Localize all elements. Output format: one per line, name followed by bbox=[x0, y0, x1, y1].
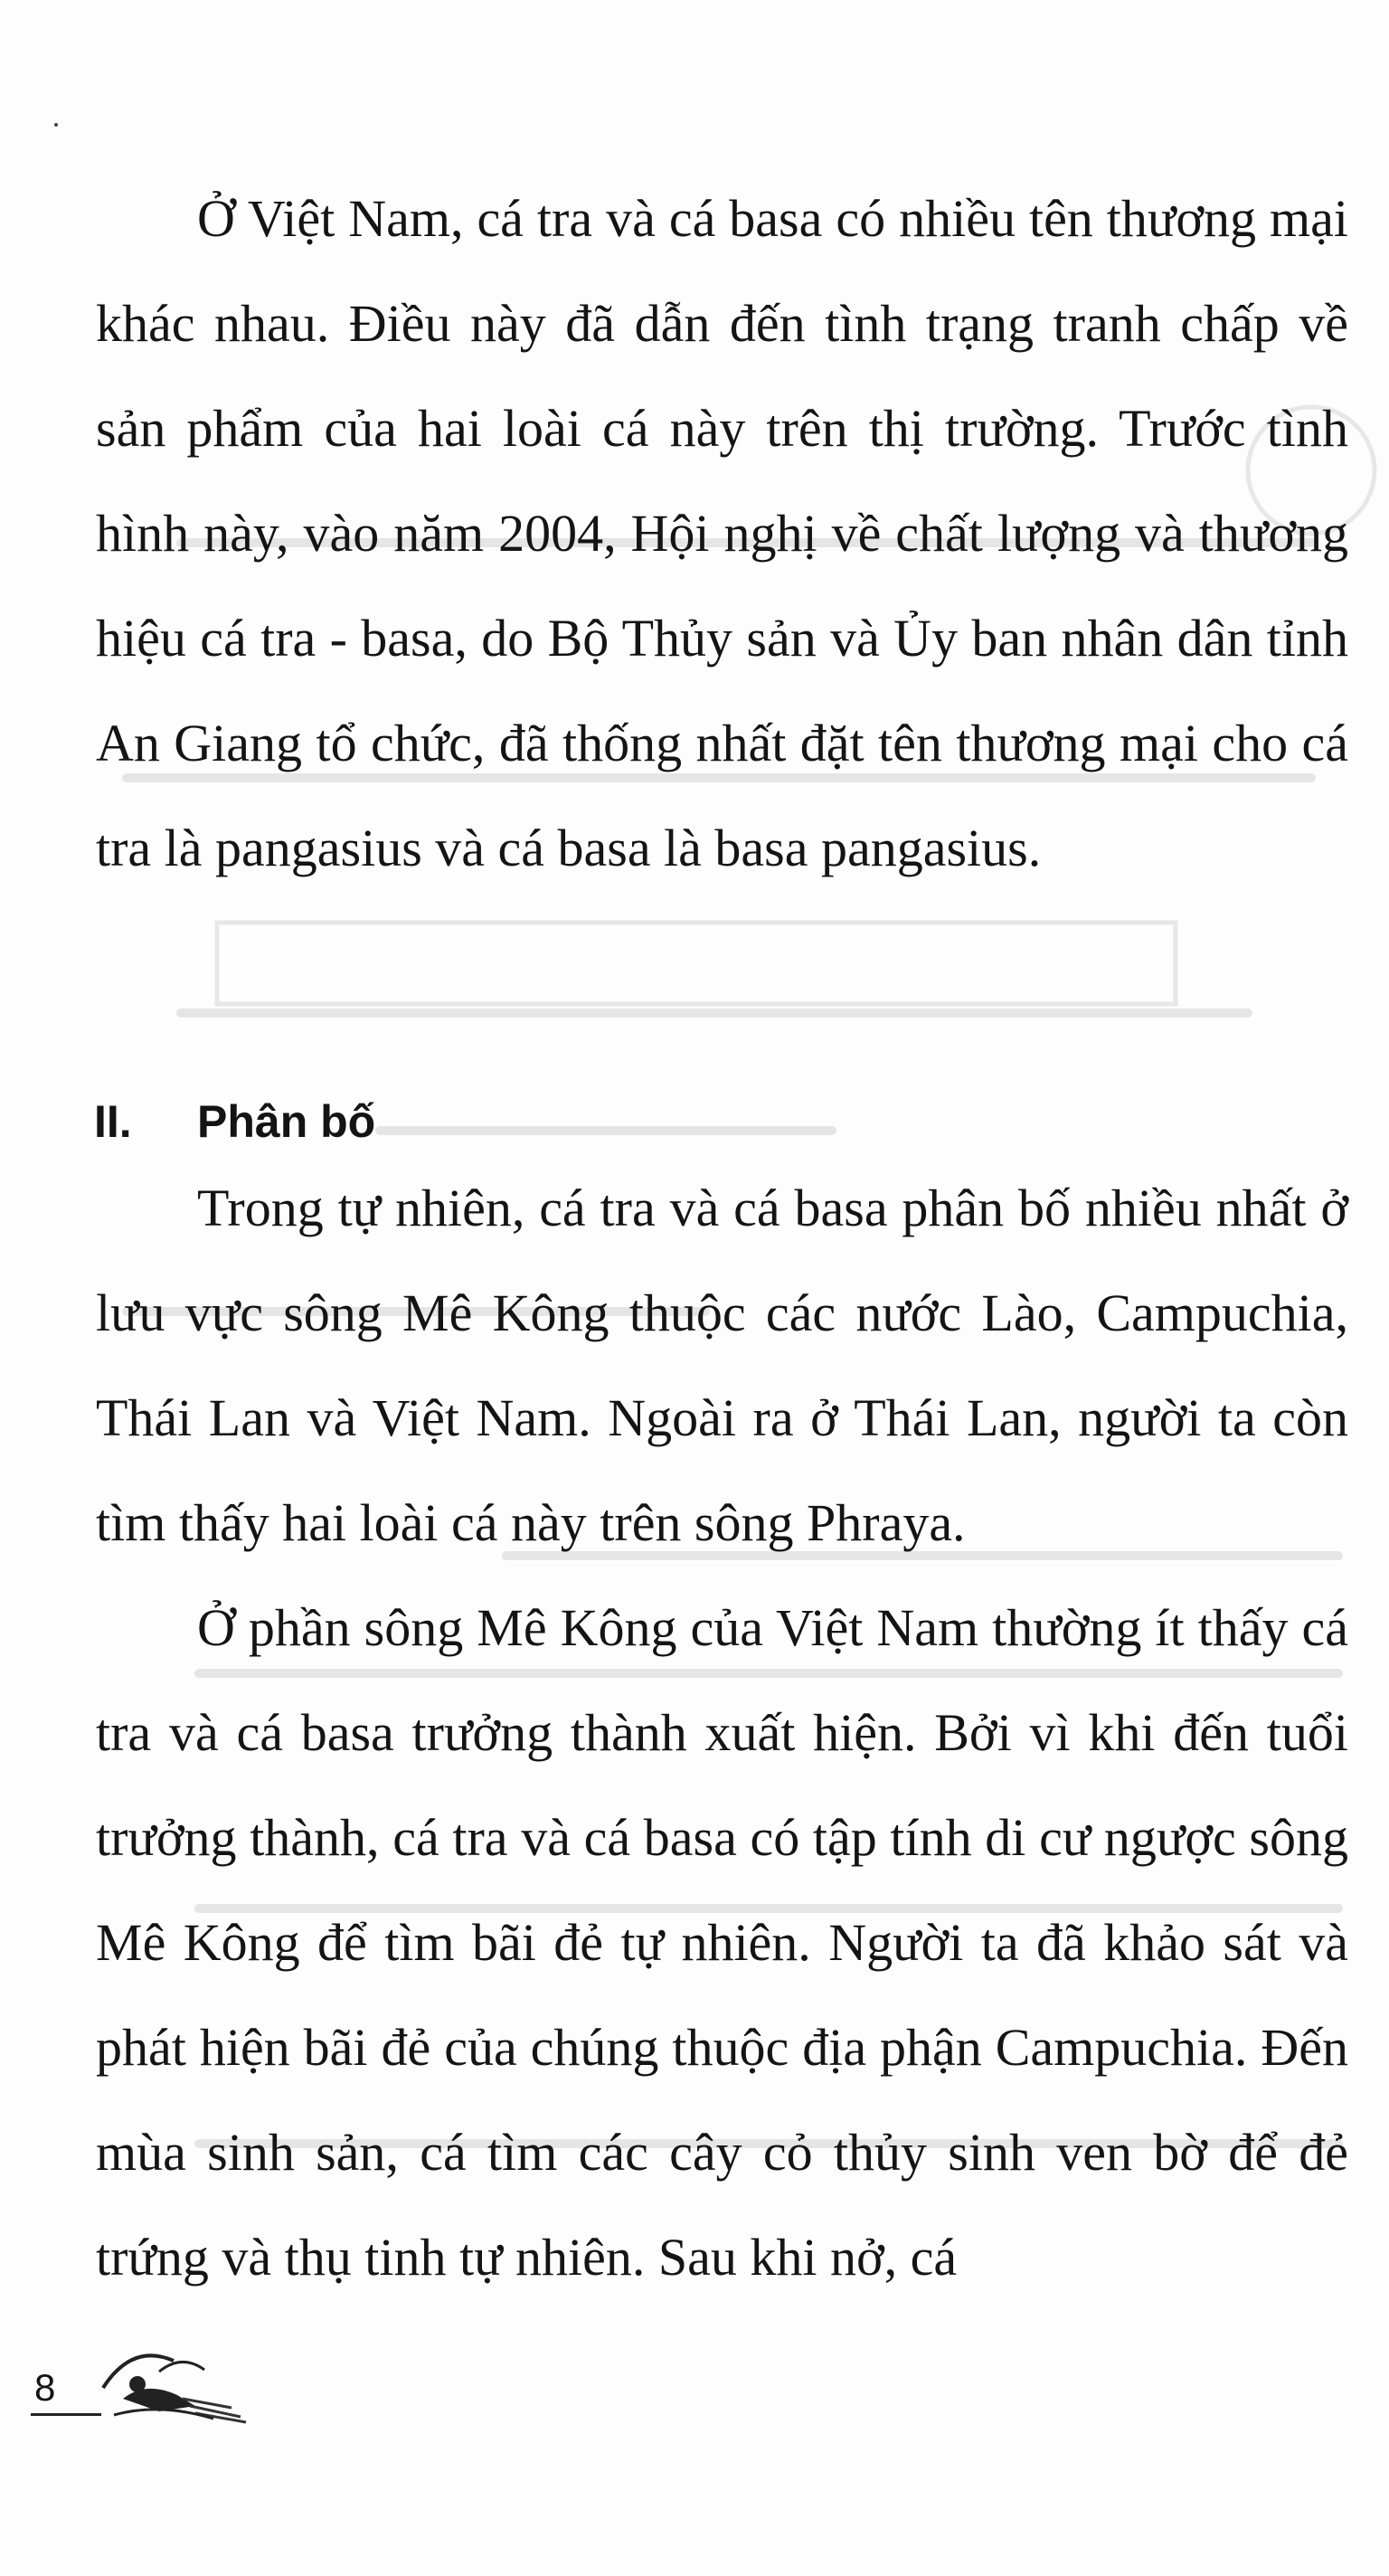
paragraph-distribution: Trong tự nhiên, cá tra và cá basa phân bố nhiều nhất ở lưu vực sông Mê Kông thuộc các nước Lào, Campuchia, Thái Lan và Việt Nam. Ngoài ra ở Thái Lan, người ta còn tìm thấy hai loài cá này trên sông Phraya. bbox=[96, 1179, 1348, 1552]
page-number: 8 bbox=[34, 2366, 56, 2409]
paragraph-trade-names: Ở Việt Nam, cá tra và cá basa có nhiều tên thương mại khác nhau. Điều này đã dẫn đến tình trạng tranh chấp về sản phẩm của hai loài cá này trên thị trường. Trước tình hình này, vào năm 2004, Hội nghị về chất lượng và thương hiệu cá tra - basa, do Bộ Thủy sản và Ủy ban nhân dân tỉnh An Giang tổ chức, đã thống nhất đặt tên thương mại cho cá tra là pangasius và cá basa là basa pangasius. bbox=[96, 189, 1348, 877]
page-footer bbox=[31, 2334, 248, 2433]
section-heading bbox=[94, 1081, 375, 1162]
section-title: Phân bố bbox=[197, 1096, 376, 1147]
paragraph-migration: Ở phần sông Mê Kông của Việt Nam thường ít thấy cá tra và cá basa trưởng thành xuất hiện. Bởi vì khi đến tuổi trưởng thành, cá tra và cá basa có tập tính di cư ngược sông Mê Kông để tìm bãi đẻ tự nhiên. Người ta đã khảo sát và phát hiện bãi đẻ của chúng thuộc địa phận Campuchia. Đến mùa sinh sản, cá tìm các cây cỏ thủy sinh ven bờ để đẻ trứng và thụ tinh tự nhiên. Sau khi nở, cá bbox=[96, 1598, 1348, 2287]
fisherman-emblem-icon bbox=[96, 2335, 259, 2426]
footer-rule bbox=[31, 2413, 101, 2416]
section-number: II. bbox=[94, 1096, 132, 1147]
ink-speck bbox=[54, 123, 58, 127]
